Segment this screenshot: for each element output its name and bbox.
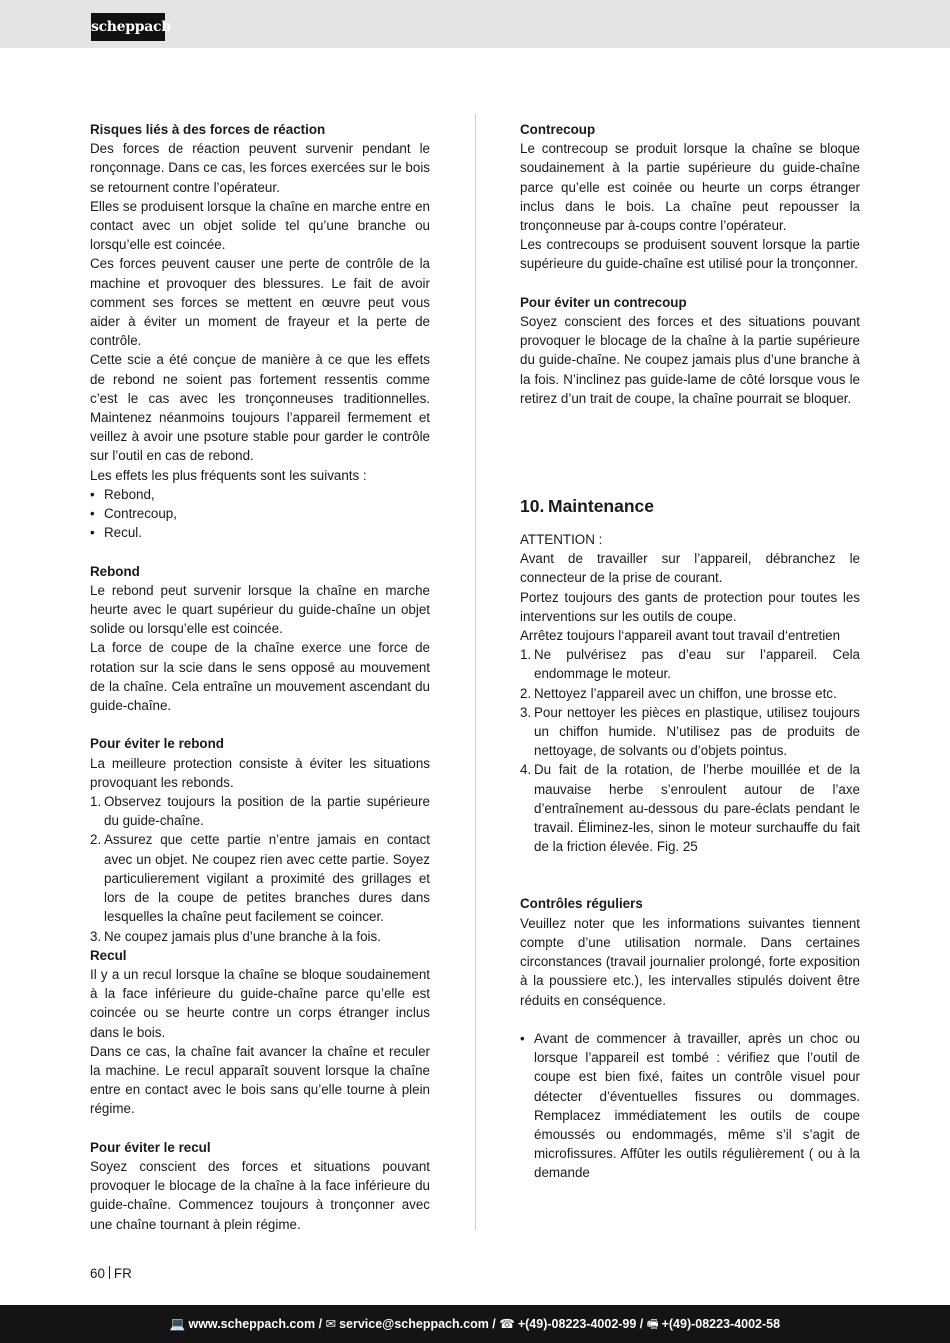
list-item: • Avant de commencer à travailler, après un choc ou lorsque l’appareil est tombé : vérifiez que l’outil de coupe est bien fixé, faites un contrôle visuel pour détecter d’éventuelles fissures ou dommages. Remplacez immédiatement les outils de coupe émoussés ou endommagés, même s’il s’agit de microfissures. Affûter les outils régulièrement ( ou à la demande (520, 1030, 860, 1181)
paragraph: Elles se produisent lorsque la chaîne en marche entre en contact avec un objet solide tel qu’une branche ou lorsqu’elle est coincée. (90, 198, 430, 253)
column-divider (475, 114, 476, 1230)
heading-avoid-contrecoup: Pour éviter un contrecoup (520, 294, 687, 310)
heading-rebond: Rebond (90, 563, 140, 579)
header-bar (0, 0, 950, 48)
footer-bar (0, 1305, 950, 1343)
footer-fax: +(49)-08223-4002-58 (661, 1317, 781, 1331)
bullet-marker: • (90, 506, 95, 522)
computer-icon: 💻 (169, 1317, 186, 1331)
left-column (90, 120, 430, 1234)
paragraph: La meilleure protection consiste à éviter les situations provoquant les rebonds. (90, 755, 430, 790)
footer-website: www.scheppach.com / (188, 1317, 323, 1331)
paragraph: Cette scie a été conçue de manière à ce que les effets de rebond ne soient pas fortement ressentis comme c’est le cas avec les tronçonneuses traditionnelles. Maintenez néanmoins toujours l’appareil fermement et veillez à avoir une psoture stable pour garder le contrôle sur l’outil en cas de rebond. (90, 352, 430, 464)
list-item: 3. Ne coupez jamais plus d’une branche à la fois. (90, 928, 381, 944)
footer-phone: +(49)-08223-4002-99 / (517, 1317, 644, 1331)
paragraph: Arrêtez toujours l‘appareil avant tout travail d‘entretien (520, 628, 841, 644)
phone-icon: ☎ (499, 1317, 515, 1331)
bullet-marker: • (520, 1030, 525, 1046)
attention-label: ATTENTION : (520, 532, 603, 548)
paragraph: Les effets les plus fréquents sont les suivants : (90, 467, 367, 483)
paragraph: Les contrecoups se produisent souvent lorsque la partie supérieure du guide-chaîne est utilisé pour la tronçonner. (520, 237, 860, 272)
list-item: 1. Observez toujours la position de la partie supérieure du guide-chaîne. (90, 794, 430, 829)
heading-regular-checks: Contrôles réguliers (520, 896, 643, 912)
list-item: 1. Ne pulvérisez pas d’eau sur l’appareil. Cela endommage le moteur. (520, 647, 860, 682)
scheppach-logo: scheppach (91, 13, 165, 41)
paragraph: Portez toujours des gants de protection pour toutes les interventions sur les outils de coupe. (520, 589, 860, 624)
list-item: 2. Assurez que cette partie n’entre jamais en contact avec un objet. Ne coupez rien avec cette partie. Soyez particulierement vigilant a proximité des grillages et lors de la coupe de petites branches dures dans lesquelles la chaîne peut facilement se coincer. (90, 832, 430, 925)
list-item: 3. Pour nettoyer les pièces en plastique, utilisez toujours un chiffon humide. N’utilisez pas de produits de nettoyage, de solvants ou d’objets pointus. (520, 704, 860, 759)
paragraph: Le rebond peut survenir lorsque la chaîne en marche heurte avec le quart supérieur du guide-chaîne un objet solide ou lorsqu’elle est coincée. (90, 582, 430, 637)
paragraph: Dans ce cas, la chaîne fait avancer la chaîne et reculer la machine. Le recul apparaît souvent lorsque la chaîne entre en contact avec le bois sans qu’elle tourne à plein régime. (90, 1043, 430, 1117)
paragraph: Soyez conscient des forces et situations pouvant provoquer le blocage de la chaîne à la face inférieure du guide-chaîne. Commencez toujours à tronçonner avec une chaîne tournant à plein régime. (90, 1158, 430, 1232)
right-column (520, 120, 860, 1183)
paragraph: La force de coupe de la chaîne exerce une force de rotation sur la scie dans le sens opposé au mouvement de la chaîne. Cela entraîne un mouvement ascendant du guide-chaîne. (90, 640, 430, 714)
heading-avoid-recul: Pour éviter le recul (90, 1139, 211, 1155)
list-item: • Recul. (90, 523, 430, 542)
paragraph: Le contrecoup se produit lorsque la chaîne se bloque soudainement à la partie supérieure du guide-chaîne parce qu’elle est coinée ou heurte un corps étranger inclus dans le bois. La chaîne peut repousser la tronçonneuse par à-coups contre l’opérateur. (520, 141, 860, 234)
paragraph: Des forces de réaction peuvent survenir pendant le ronçonnage. Dans ce cas, les forces exercées sur le bois se retournent contre l’opérateur. (90, 141, 430, 195)
footer-email: service@scheppach.com / (339, 1317, 496, 1331)
heading-avoid-rebond: Pour éviter le rebond (90, 736, 224, 752)
page-number: 60 FR (90, 1266, 132, 1281)
paragraph: Avant de travailler sur l’appareil, débranchez le connecteur de la prise de courant. (520, 551, 860, 586)
bullet-marker: • (90, 525, 95, 541)
heading-reaction-risks: Risques liés à des forces de réaction (90, 122, 326, 137)
mail-icon: ✉ (325, 1317, 337, 1331)
list-item: • Contrecoup, (90, 504, 430, 523)
fax-icon: 🖷 (646, 1317, 659, 1331)
section-title-maintenance: 10. Maintenance (520, 496, 654, 517)
list-item: • Rebond, (90, 485, 430, 504)
heading-contrecoup: Contrecoup (520, 122, 596, 137)
paragraph: Soyez conscient des forces et des situations pouvant provoquer le blocage de la chaîne à la partie supérieure du guide-chaîne. Ne coupez jamais plus d’une branche à la fois. N’inclinez pas guide-lame de côté lorsque vous le retirez d’un trait de coupe, la chaîne pourrait se bloquer. (520, 314, 860, 406)
paragraph: Veuillez noter que les informations suivantes tiennent compte d’une utilisation normale. Dans certaines circonstances (travail journalier prolongé, forte exposition à la poussiere etc.), les intervalles stipulés doivent être réduits en conséquence. (520, 915, 860, 1008)
paragraph: Il y a un recul lorsque la chaîne se bloque soudainement à la face inférieure du guide-chaîne parce qu’elle est coincée ou se heurte contre un corps étranger inclus dans le bois. (90, 966, 430, 1040)
section-number: 10. (520, 496, 545, 517)
bullet-marker: • (90, 486, 95, 502)
heading-recul: Recul (90, 947, 127, 963)
paragraph: Ces forces peuvent causer une perte de contrôle de la machine et provoquer des blessures. Le fait de avoir comment ses forces se mettent en œuvre peut vous aider à éviter un moment de frayeur et la perte de contrôle. (90, 256, 430, 349)
list-item: 2. Nettoyez l’appareil avec un chiffon, une brosse etc. (520, 685, 837, 701)
list-item: 4. Du fait de la rotation, de l’herbe mouillée et de la mauvaise herbe s’enroulent autour de l’axe d’entraînement au-dessous du pare-éclats pendant le travail. Éliminez-les, sinon le moteur surchauffe du fait de la friction élevée. Fig. 25 (520, 762, 860, 855)
